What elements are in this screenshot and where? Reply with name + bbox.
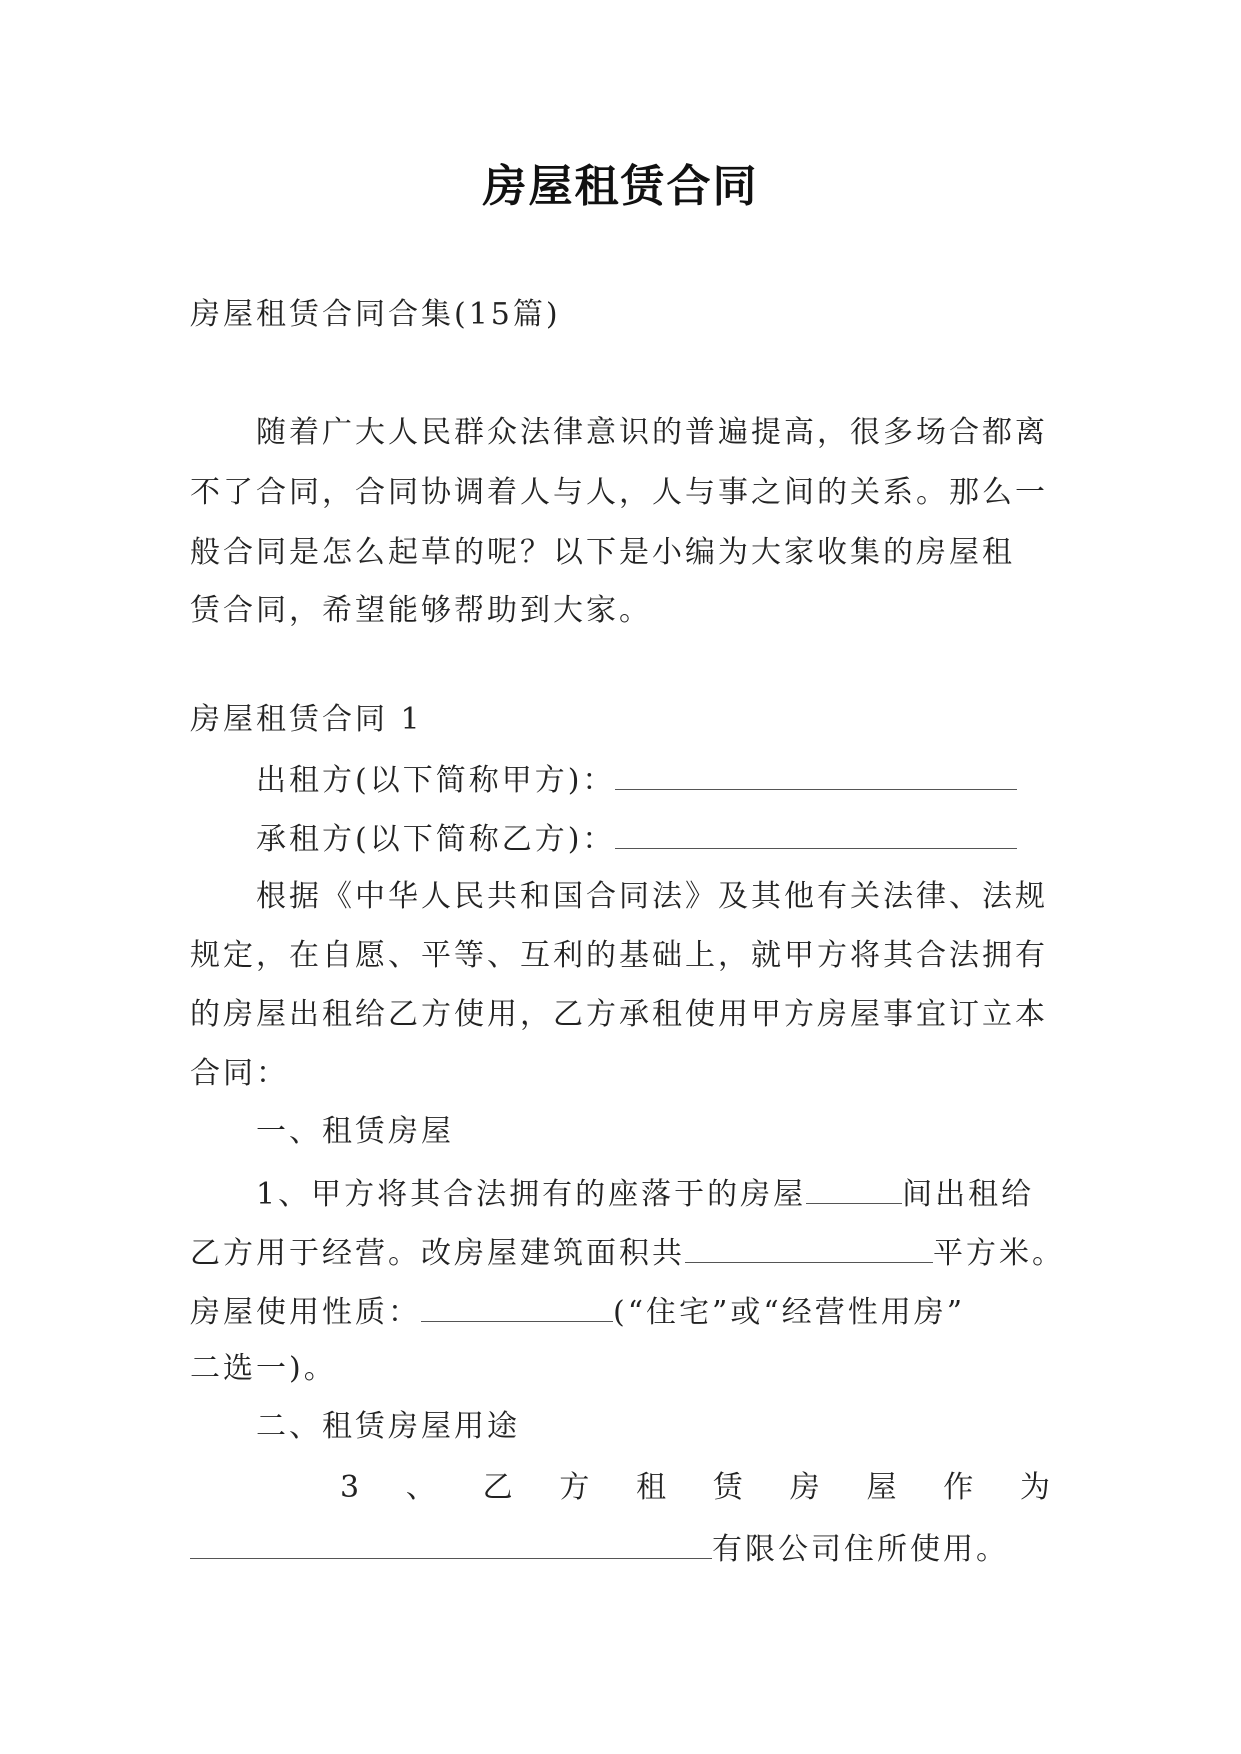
clause1-line-1-text-a: 1、甲方将其合法拥有的座落于的房屋 (256, 1177, 807, 1212)
document-title: 房屋租赁合同 (482, 161, 759, 212)
clause3-char: 方 (559, 1470, 590, 1505)
clause3-char: 租 (636, 1470, 667, 1505)
clause2-heading: 二、租赁房屋用途 (256, 1409, 520, 1444)
intro-line-1: 随着广大人民群众法律意识的普遍提高，很多场合都离 (256, 415, 1048, 450)
clause1-line-2 (190, 1236, 1065, 1269)
clause1-line-3-text-b: (“住宅”或“经营性用房” (613, 1295, 966, 1330)
intro-line-3: 般合同是怎么起草的呢？以下是小编为大家收集的房屋租 (190, 535, 1015, 570)
clause3-char: 屋 (866, 1470, 897, 1505)
lessee-label: 承租方(以下简称乙方)： (256, 822, 616, 857)
clause3-char: 房 (789, 1470, 820, 1505)
lessee-line (256, 822, 1017, 855)
clause1-line-3 (190, 1295, 965, 1328)
clause3-line-2 (190, 1532, 1009, 1565)
basis-line-1: 根据《中华人民共和国合同法》及其他有关法律、法规 (256, 879, 1048, 914)
clause3-char: 赁 (712, 1470, 743, 1505)
clause3-char: 、 (405, 1470, 436, 1505)
intro-line-4: 赁合同，希望能够帮助到大家。 (190, 593, 652, 628)
intro-line-2: 不了合同，合同协调着人与人，人与事之间的关系。那么一 (190, 475, 1048, 510)
basis-line-2: 规定，在自愿、平等、互利的基础上，就甲方将其合法拥有 (190, 938, 1048, 973)
clause1-line-1 (256, 1177, 1034, 1210)
clause1-line-2-text-b: 平方米。 (933, 1236, 1065, 1271)
basis-line-3: 的房屋出租给乙方使用，乙方承租使用甲方房屋事宜订立本 (190, 997, 1048, 1032)
clause1-line-1-text-b: 间出租给 (902, 1177, 1035, 1212)
lessee-blank (615, 822, 1017, 849)
clause3-char: 乙 (482, 1470, 513, 1505)
area-blank (685, 1236, 933, 1263)
clause3-line-1 (340, 1470, 1050, 1505)
clause1-heading: 一、租赁房屋 (256, 1114, 454, 1149)
usage-type-blank (421, 1295, 613, 1322)
clause1-line-2-text-a: 乙方用于经营。改房屋建筑面积共 (190, 1236, 685, 1271)
section1-heading: 房屋租赁合同 1 (190, 702, 423, 737)
lessor-label: 出租方(以下简称甲方)： (256, 763, 616, 798)
clause3-tail: 有限公司住所使用。 (712, 1532, 1009, 1567)
basis-line-4: 合同： (190, 1056, 289, 1091)
clause3-char: 3 (340, 1470, 360, 1505)
lessor-line (256, 763, 1017, 796)
clause3-char: 作 (943, 1470, 974, 1505)
lessor-blank (615, 763, 1017, 790)
company-name-blank (190, 1532, 712, 1559)
clause1-line-4: 二选一)。 (190, 1351, 337, 1386)
collection-heading: 房屋租赁合同合集(15篇) (190, 297, 561, 332)
room-count-blank (806, 1177, 902, 1204)
clause1-line-3-text-a: 房屋使用性质： (190, 1295, 421, 1330)
clause3-char: 为 (1019, 1470, 1050, 1505)
